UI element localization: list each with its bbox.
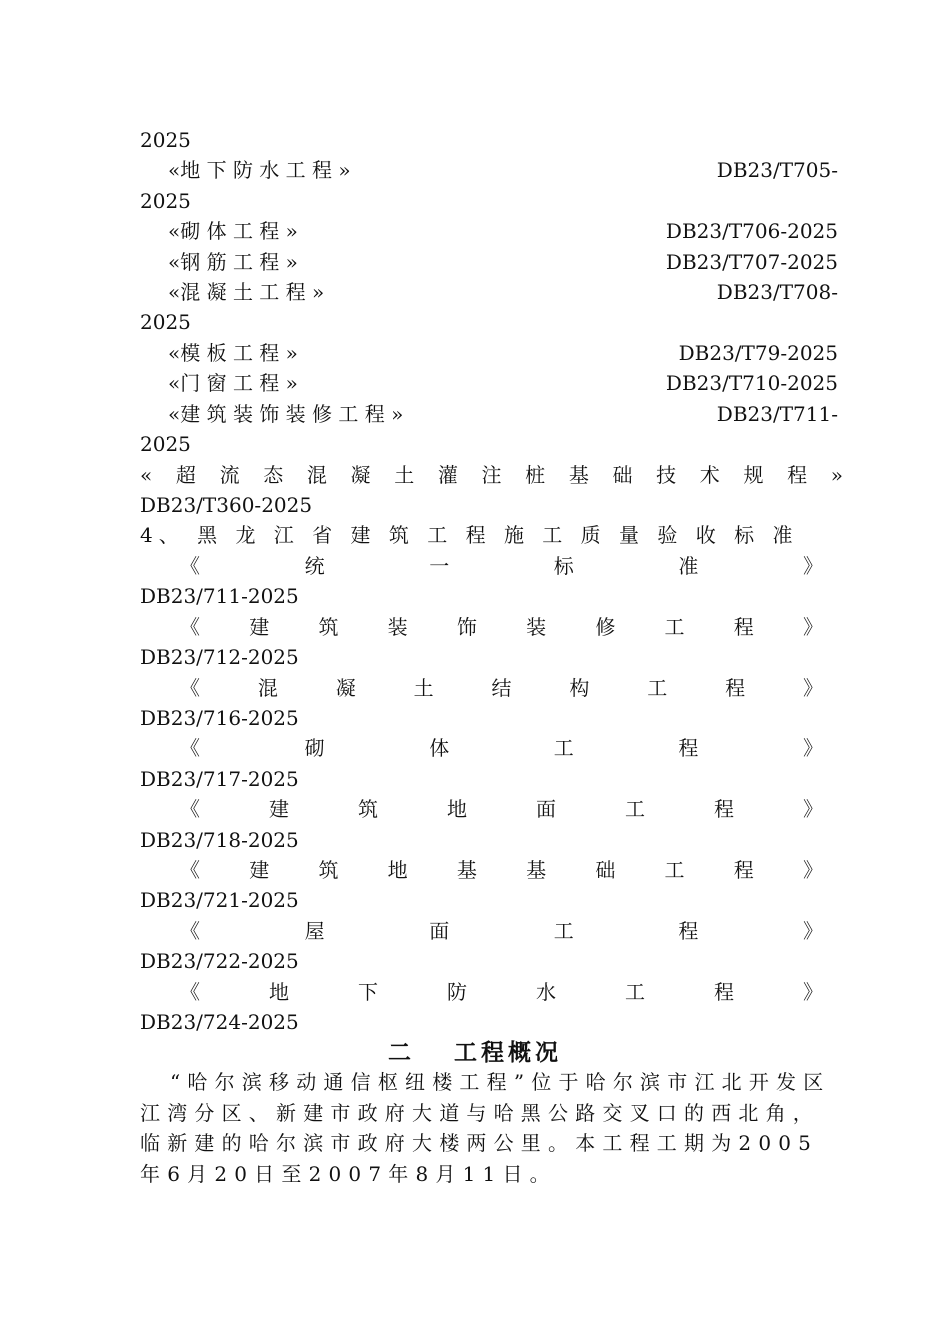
- title-char: 混: [257, 675, 278, 700]
- title-char: 构: [569, 675, 590, 700]
- title-char: 建: [269, 797, 289, 822]
- title-char: 装: [387, 614, 408, 639]
- title-char: »: [830, 463, 843, 487]
- title-char: 》: [802, 858, 823, 882]
- title-char: 程: [725, 675, 746, 700]
- standard-title: «建 筑 装 饰 装 修 工 程 »: [168, 401, 404, 426]
- title-char: 程: [678, 918, 699, 943]
- standard-title: «混 凝 土 工 程 »: [168, 280, 325, 304]
- title-char: 筑: [318, 858, 339, 882]
- acceptance-standard-title: [180, 794, 823, 824]
- title-char: 《: [180, 554, 200, 578]
- title-char: «: [140, 463, 153, 487]
- title-char: 《: [180, 736, 200, 761]
- title-char: 装: [526, 614, 547, 639]
- title-char: 下: [358, 979, 378, 1004]
- title-char: 规: [743, 463, 764, 487]
- acceptance-standard-title: [180, 916, 823, 946]
- acceptance-standard-code: DB23/718-2025: [140, 827, 299, 852]
- standard-row: [168, 277, 838, 307]
- title-char: 工: [647, 675, 668, 700]
- title-char: 术: [699, 463, 720, 487]
- title-char: 《: [180, 858, 200, 882]
- title-char: 技: [656, 463, 677, 487]
- acceptance-standard-code: DB23/716-2025: [140, 706, 299, 730]
- title-char: 修: [595, 614, 616, 639]
- acceptance-standard-code: DB23/712-2025: [140, 645, 299, 670]
- title-char: 筑: [358, 797, 378, 822]
- title-char: 工: [664, 858, 685, 882]
- title-char: 程: [714, 797, 734, 822]
- title-char: 灌: [437, 463, 458, 487]
- standard-code: DB23/T705-: [716, 158, 838, 183]
- title-char: 凝: [335, 675, 356, 700]
- standard-code-continuation: [140, 307, 843, 337]
- standard-code: DB23/T711-: [716, 401, 838, 426]
- title-char: 面: [536, 797, 556, 822]
- acceptance-standard-title: [180, 551, 823, 581]
- title-char: 土: [394, 463, 415, 487]
- title-char: 》: [803, 675, 823, 700]
- title-char: 注: [481, 463, 502, 487]
- acceptance-standard-code: DB23/711-2025: [140, 584, 299, 609]
- title-char: 建: [249, 614, 270, 639]
- standard-title: «砌 体 工 程 »: [168, 219, 298, 244]
- title-char: 础: [595, 858, 616, 882]
- acceptance-standard-title: [180, 855, 823, 885]
- standard-title: «门 窗 工 程 »: [168, 371, 298, 396]
- code-year: 2025: [140, 128, 191, 152]
- code-year: 2025: [140, 432, 191, 456]
- title-char: 筑: [318, 614, 339, 639]
- title-char: 工: [664, 614, 685, 639]
- standard-row: [168, 216, 838, 246]
- title-char: 态: [263, 463, 284, 487]
- title-char: 结: [491, 675, 512, 700]
- title-char: 》: [802, 918, 823, 943]
- title-char: 水: [536, 979, 556, 1004]
- standard-row: [168, 338, 838, 368]
- title-char: 土: [413, 675, 434, 700]
- title-char: 体: [429, 736, 450, 761]
- title-char: 》: [803, 979, 823, 1004]
- standard-row: [168, 247, 838, 277]
- standard-code-continuation: [140, 125, 843, 155]
- standard-code: DB23/T710-2025: [665, 371, 838, 396]
- title-char: 桩: [525, 463, 546, 487]
- code-year: 2025: [140, 188, 191, 213]
- title-char: 流: [219, 463, 240, 487]
- title-char: 标: [553, 554, 574, 578]
- standard-row: [168, 155, 838, 185]
- title-char: 程: [678, 736, 699, 761]
- title-char: 程: [733, 858, 754, 882]
- standard-title: «钢 筋 工 程 »: [168, 249, 298, 274]
- title-char: 《: [180, 797, 200, 822]
- title-char: 统: [304, 554, 325, 578]
- title-char: 地: [387, 858, 408, 882]
- section-2-heading: 二 工程概况: [387, 1040, 562, 1066]
- standard-code: DB23/T707-2025: [665, 249, 838, 274]
- title-char: 超: [175, 463, 196, 487]
- standard-code-continuation: [140, 429, 843, 459]
- title-char: 防: [447, 979, 467, 1004]
- title-char: 程: [787, 463, 808, 487]
- standard-row: [168, 399, 838, 429]
- title-char: 一: [429, 554, 450, 578]
- title-char: 饰: [456, 614, 477, 639]
- acceptance-standard-title: [180, 733, 823, 763]
- title-char: 建: [249, 858, 270, 882]
- title-char: 基: [456, 858, 477, 882]
- title-char: 屋: [304, 918, 325, 943]
- title-char: 混: [306, 463, 327, 487]
- pile-standard-title: [140, 460, 843, 490]
- title-char: 砌: [304, 736, 325, 761]
- standard-title: «模 板 工 程 »: [168, 340, 298, 365]
- title-char: 》: [802, 554, 823, 578]
- code-year: 2025: [140, 310, 191, 335]
- standard-code-continuation: [140, 186, 843, 216]
- title-char: 》: [802, 736, 823, 761]
- title-char: 础: [612, 463, 633, 487]
- project-overview-paragraph: “哈尔滨移动通信枢纽楼工程”位于哈尔滨市江北开发区江湾分区、新建市政府大道与哈黑公路交叉口的西北角，临新建的哈尔滨市政府大楼两公里。本工程工期为2005年6月20日至2007年8月11日。: [140, 1070, 831, 1186]
- title-char: 地: [269, 979, 289, 1004]
- title-char: 准: [678, 554, 699, 578]
- title-char: 》: [802, 614, 823, 639]
- standard-title: «地 下 防 水 工 程 »: [168, 158, 351, 183]
- title-char: 《: [180, 918, 200, 943]
- title-char: 工: [553, 918, 574, 943]
- title-char: 基: [568, 463, 589, 487]
- title-char: 工: [553, 736, 574, 761]
- section-4-title: 4、 黑 龙 江 省 建 筑 工 程 施 工 质 量 验 收 标 准: [140, 523, 799, 547]
- standard-code: DB23/T706-2025: [665, 219, 838, 244]
- acceptance-standard-code: DB23/724-2025: [140, 1010, 299, 1034]
- acceptance-standard-title: [180, 673, 823, 703]
- standard-row: [168, 368, 838, 398]
- title-char: 工: [625, 979, 645, 1004]
- acceptance-standard-title: [180, 977, 823, 1007]
- title-char: 》: [803, 797, 823, 822]
- acceptance-standard-title: [180, 612, 823, 642]
- standard-code: DB23/T79-2025: [678, 340, 838, 365]
- title-char: 凝: [350, 463, 371, 487]
- standard-code: DB23/T708-: [716, 280, 838, 304]
- title-char: 基: [526, 858, 547, 882]
- acceptance-standard-code: DB23/721-2025: [140, 888, 299, 913]
- title-char: 工: [625, 797, 645, 822]
- title-char: 程: [733, 614, 754, 639]
- pile-standard-code: DB23/T360-2025: [140, 493, 313, 517]
- acceptance-standard-code: DB23/722-2025: [140, 949, 299, 974]
- title-char: 《: [180, 675, 200, 700]
- title-char: 面: [429, 918, 450, 943]
- title-char: 地: [447, 797, 467, 822]
- acceptance-standard-code: DB23/717-2025: [140, 766, 299, 791]
- title-char: 《: [180, 614, 200, 639]
- title-char: 《: [180, 979, 200, 1004]
- title-char: 程: [714, 979, 734, 1004]
